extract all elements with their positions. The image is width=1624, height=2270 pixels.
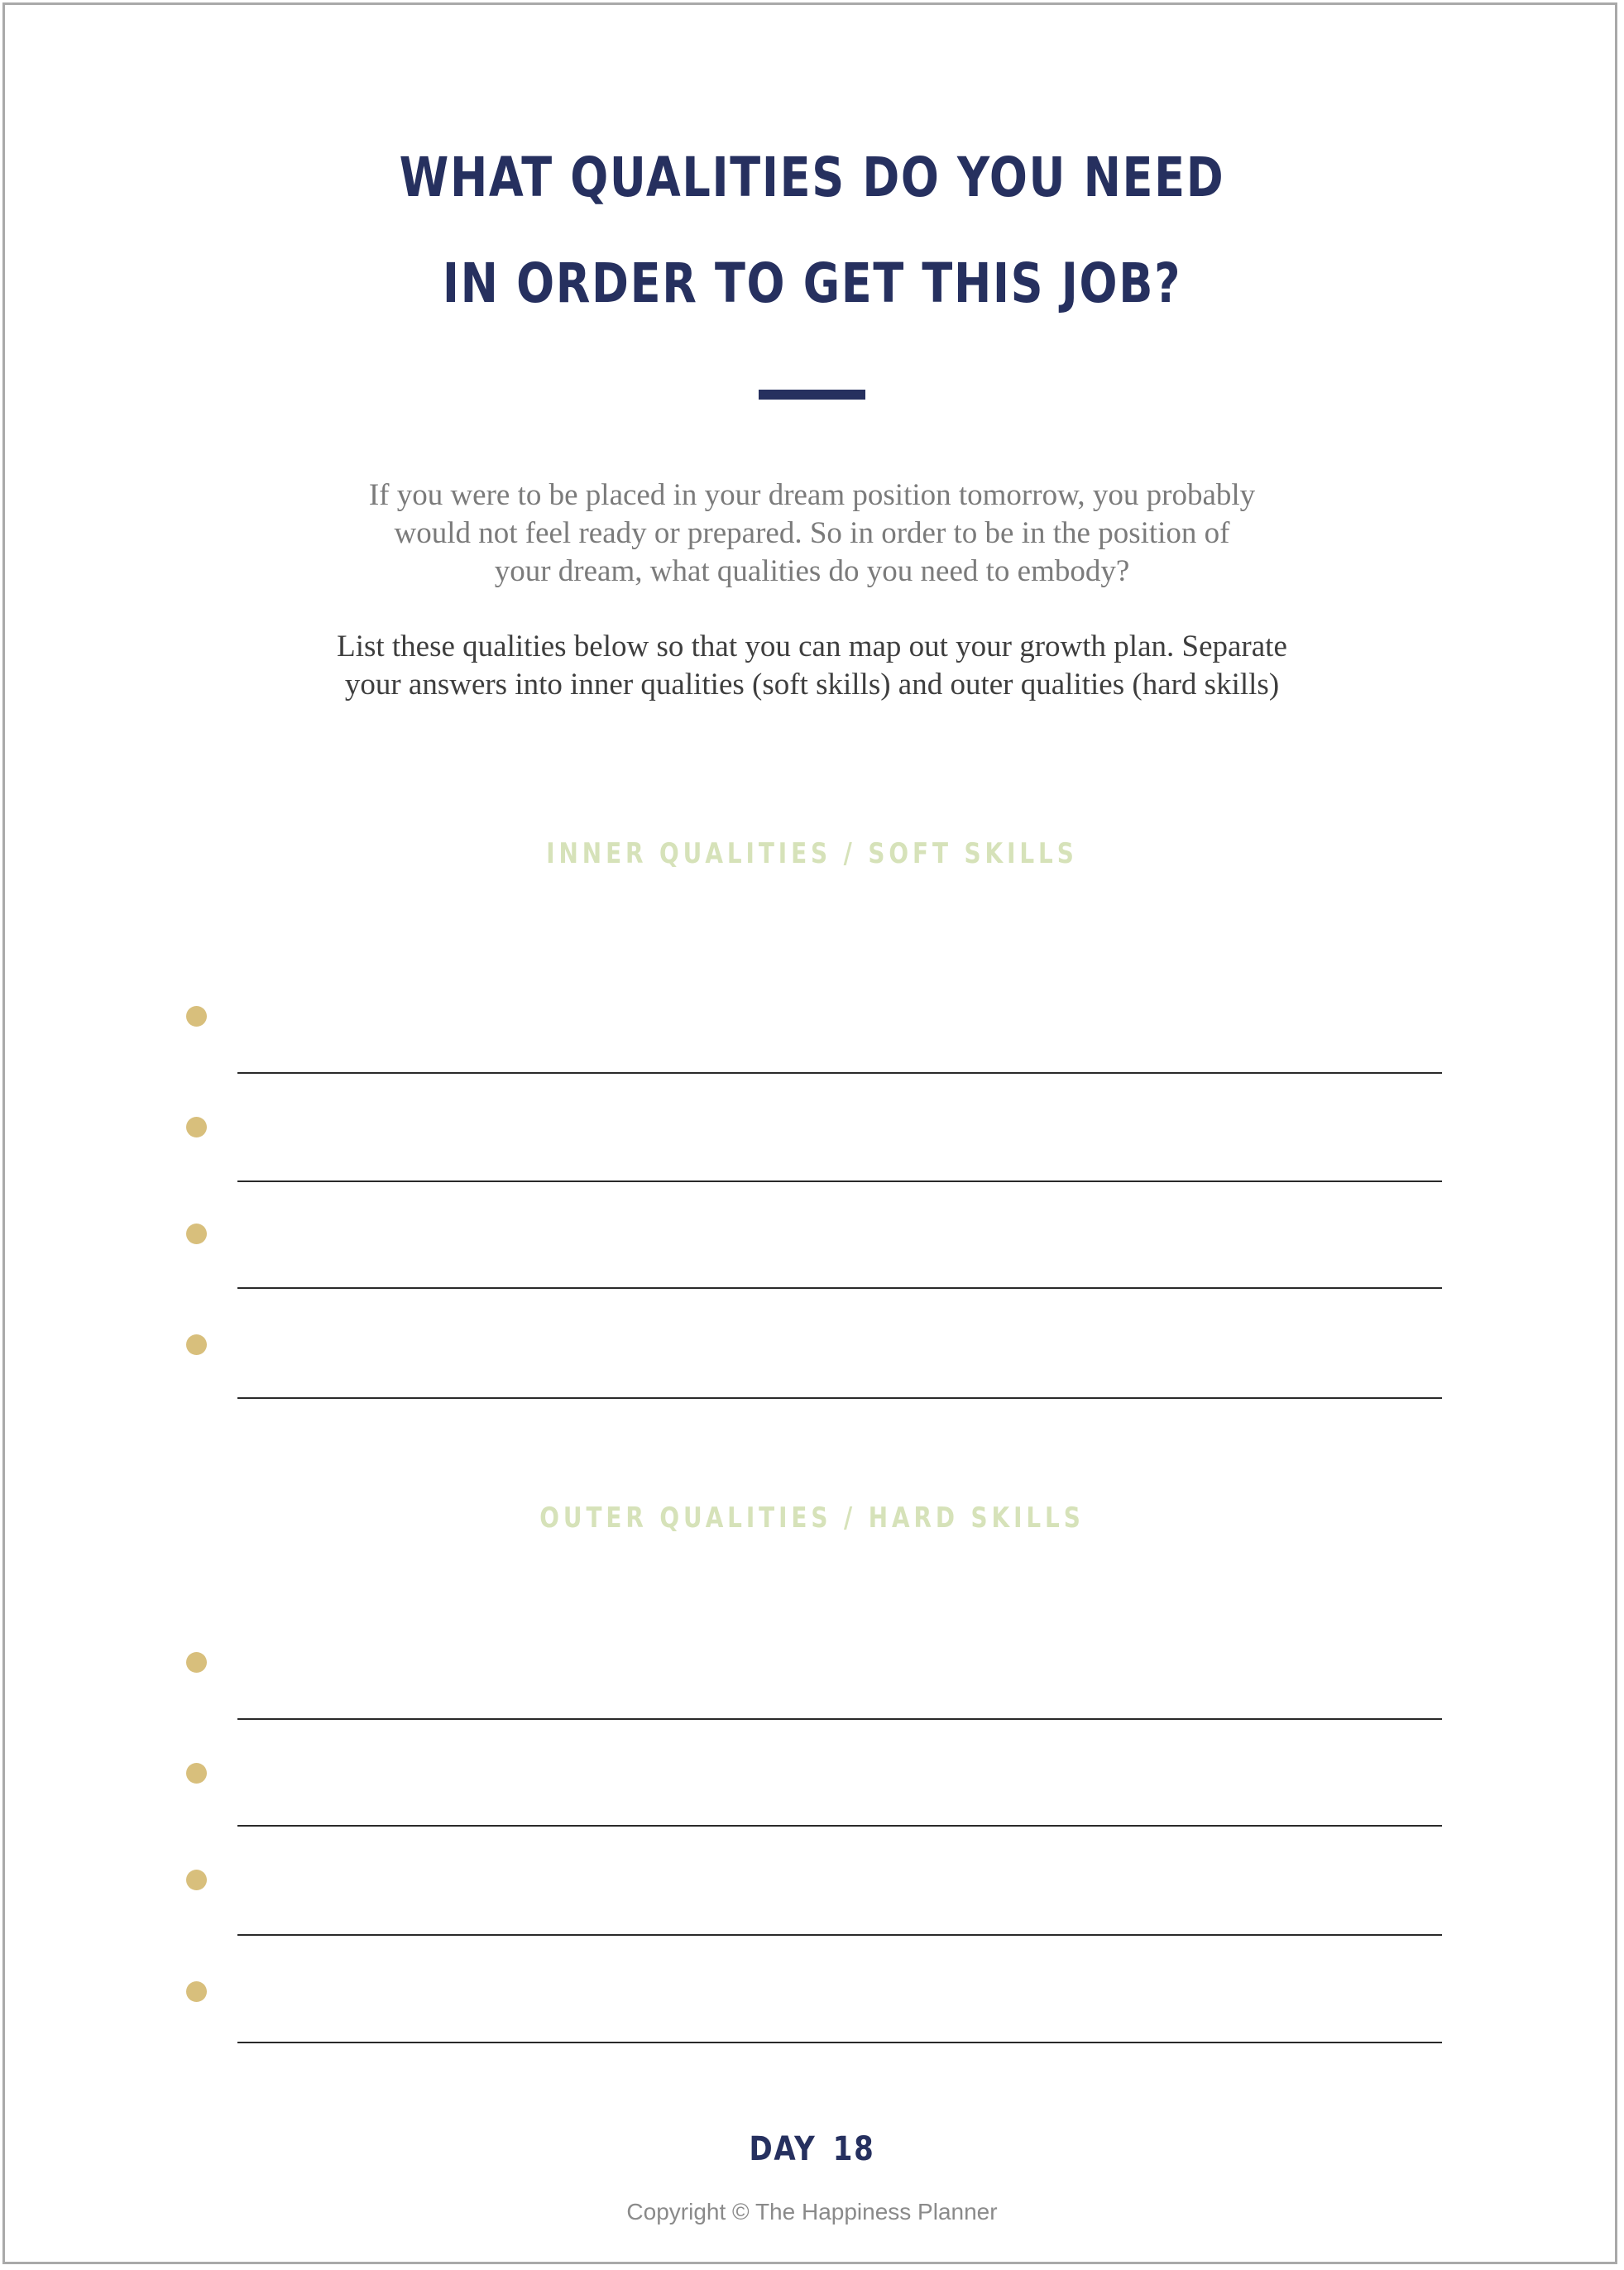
bullet-point bbox=[186, 1224, 207, 1244]
outer-entry-line-1[interactable] bbox=[237, 1718, 1442, 1720]
worksheet-page bbox=[2, 2, 1617, 2264]
bullet-point bbox=[186, 1006, 207, 1027]
outer-entry-line-2[interactable] bbox=[237, 1825, 1442, 1827]
inner-entry-line-3[interactable] bbox=[237, 1287, 1442, 1289]
intro-p2-line: List these qualities below so that you can map out your growth plan. Separate bbox=[337, 630, 1287, 663]
bullet-point bbox=[186, 1763, 207, 1784]
page-title-line-2: IN ORDER TO GET THIS JOB? bbox=[442, 251, 1182, 315]
bullet-point bbox=[186, 1870, 207, 1890]
title-divider bbox=[759, 390, 865, 400]
bullet-point bbox=[186, 1117, 207, 1137]
intro-p1-line: your dream, what qualities do you need to embody? bbox=[494, 554, 1130, 588]
inner-entry-line-4[interactable] bbox=[237, 1397, 1442, 1399]
intro-p1-line: would not feel ready or prepared. So in order to be in the position of bbox=[394, 516, 1230, 550]
intro-paragraph-2 bbox=[0, 628, 1624, 704]
bullet-point bbox=[186, 1981, 207, 2002]
bullet-point bbox=[186, 1334, 207, 1355]
day-label: DAY 18 bbox=[749, 2130, 875, 2168]
page-title-line-1: WHAT QUALITIES DO YOU NEED bbox=[399, 146, 1225, 209]
bullet-point bbox=[186, 1652, 207, 1673]
intro-paragraph-1 bbox=[0, 477, 1624, 591]
outer-qualities-heading: OUTER QUALITIES / HARD SKILLS bbox=[539, 1501, 1085, 1535]
inner-entry-line-1[interactable] bbox=[237, 1072, 1442, 1074]
outer-entry-line-3[interactable] bbox=[237, 1934, 1442, 1936]
intro-p1-line: If you were to be placed in your dream position tomorrow, you probably bbox=[368, 478, 1256, 512]
copyright-notice: Copyright © The Happiness Planner bbox=[626, 2199, 998, 2225]
inner-qualities-heading: INNER QUALITIES / SOFT SKILLS bbox=[546, 837, 1078, 870]
outer-entry-line-4[interactable] bbox=[237, 2042, 1442, 2043]
inner-entry-line-2[interactable] bbox=[237, 1180, 1442, 1182]
intro-p2-line: your answers into inner qualities (soft skills) and outer qualities (hard skills) bbox=[344, 668, 1280, 702]
